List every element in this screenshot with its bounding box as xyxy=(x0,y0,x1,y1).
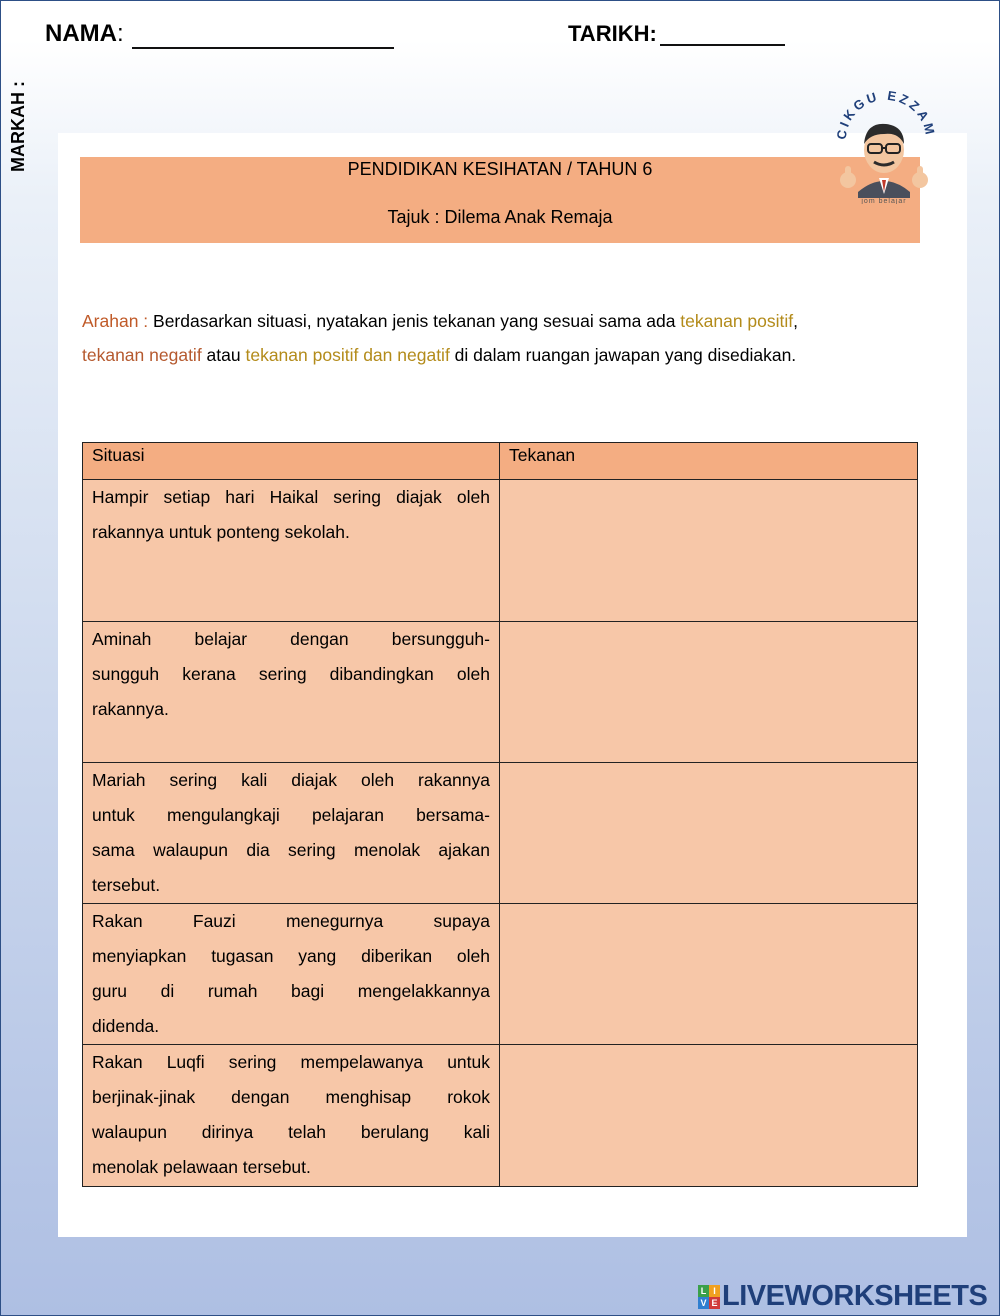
instructions-text-4: di dalam ruangan jawapan yang disediakan. xyxy=(449,345,797,365)
date-label: TARIKH: xyxy=(568,21,657,46)
situation-line: guru di rumah bagi mengelakkannya xyxy=(92,981,490,1001)
badge-letter: E xyxy=(709,1297,720,1309)
situation-cell xyxy=(83,1045,500,1187)
situation-line: Rakan Luqfi sering mempelawanya untuk xyxy=(92,1052,490,1072)
badge-letter: L xyxy=(698,1285,709,1297)
situation-line: Mariah sering kali diajak oleh rakannya xyxy=(92,770,490,790)
table-row xyxy=(83,480,918,622)
situation-line: menolak pelawaan tersebut. xyxy=(92,1157,311,1177)
situation-cell xyxy=(83,904,500,1045)
situation-line: sama walaupun dia sering menolak ajakan xyxy=(92,840,490,860)
term-both: tekanan positif dan negatif xyxy=(245,345,450,365)
situation-line: Aminah belajar dengan bersungguh- xyxy=(92,629,490,649)
name-input-line[interactable] xyxy=(132,47,394,49)
logo-tagline: jom belajar xyxy=(861,198,907,204)
situation-cell xyxy=(83,480,500,622)
instructions-text-2: , xyxy=(793,311,799,331)
date-input-line[interactable] xyxy=(660,44,785,46)
answer-cell[interactable] xyxy=(500,763,918,904)
worksheet-title: PENDIDIKAN KESIHATAN / TAHUN 6 xyxy=(347,159,653,179)
instructions-text-3: atau xyxy=(201,345,246,365)
title-banner xyxy=(80,157,920,243)
situation-line: Rakan Fauzi menegurnya supaya xyxy=(92,911,490,931)
table-row xyxy=(83,1045,918,1187)
table-header-row xyxy=(83,443,918,480)
situation-line: untuk mengulangkaji pelajaran bersama- xyxy=(92,805,490,825)
logo-arc-text: CIKGU EZZAM xyxy=(833,87,939,141)
worksheet-topic: Tajuk : Dilema Anak Remaja xyxy=(387,207,613,227)
answer-cell[interactable] xyxy=(500,904,918,1045)
header-tekanan: Tekanan xyxy=(500,443,918,480)
liveworksheets-badge-icon xyxy=(698,1285,720,1309)
situation-line: tersebut. xyxy=(92,875,161,895)
instructions xyxy=(82,304,922,372)
situation-cell xyxy=(83,763,500,904)
situation-line: menyiapkan tugasan yang diberikan oleh xyxy=(92,946,490,966)
header-situasi: Situasi xyxy=(83,443,500,480)
situation-line: berjinak-jinak dengan menghisap rokok xyxy=(92,1087,490,1107)
cikgu-ezzam-logo-icon xyxy=(828,82,940,204)
situation-cell xyxy=(83,622,500,763)
instructions-lead: Arahan : xyxy=(82,311,149,331)
situation-line: Hampir setiap hari Haikal sering diajak oleh xyxy=(92,487,490,507)
term-negative: tekanan negatif xyxy=(82,345,202,365)
name-label: NAMA: xyxy=(45,20,124,47)
term-positive: tekanan positif xyxy=(680,311,794,331)
table-row xyxy=(83,622,918,763)
situation-line: sungguh kerana sering dibandingkan oleh xyxy=(92,664,490,684)
situation-line: rakannya. xyxy=(92,699,169,719)
instructions-text-1: Berdasarkan situasi, nyatakan jenis tekanan yang sesuai sama ada xyxy=(148,311,681,331)
answer-cell[interactable] xyxy=(500,1045,918,1187)
answer-cell[interactable] xyxy=(500,480,918,622)
table-row xyxy=(83,763,918,904)
badge-letter: V xyxy=(698,1297,709,1309)
liveworksheets-wordmark: LIVEWORKSHEETS xyxy=(722,1280,988,1312)
situation-line: walaupun dirinya telah berulang kali xyxy=(92,1122,490,1142)
marks-label: MARKAH : xyxy=(8,81,28,172)
answer-cell[interactable] xyxy=(500,622,918,763)
situation-line: didenda. xyxy=(92,1016,160,1036)
liveworksheets-brand xyxy=(698,1280,987,1313)
table-row xyxy=(83,904,918,1045)
situation-line: rakannya untuk ponteng sekolah. xyxy=(92,522,350,542)
badge-letter: I xyxy=(709,1285,720,1297)
situation-table xyxy=(82,442,918,1187)
